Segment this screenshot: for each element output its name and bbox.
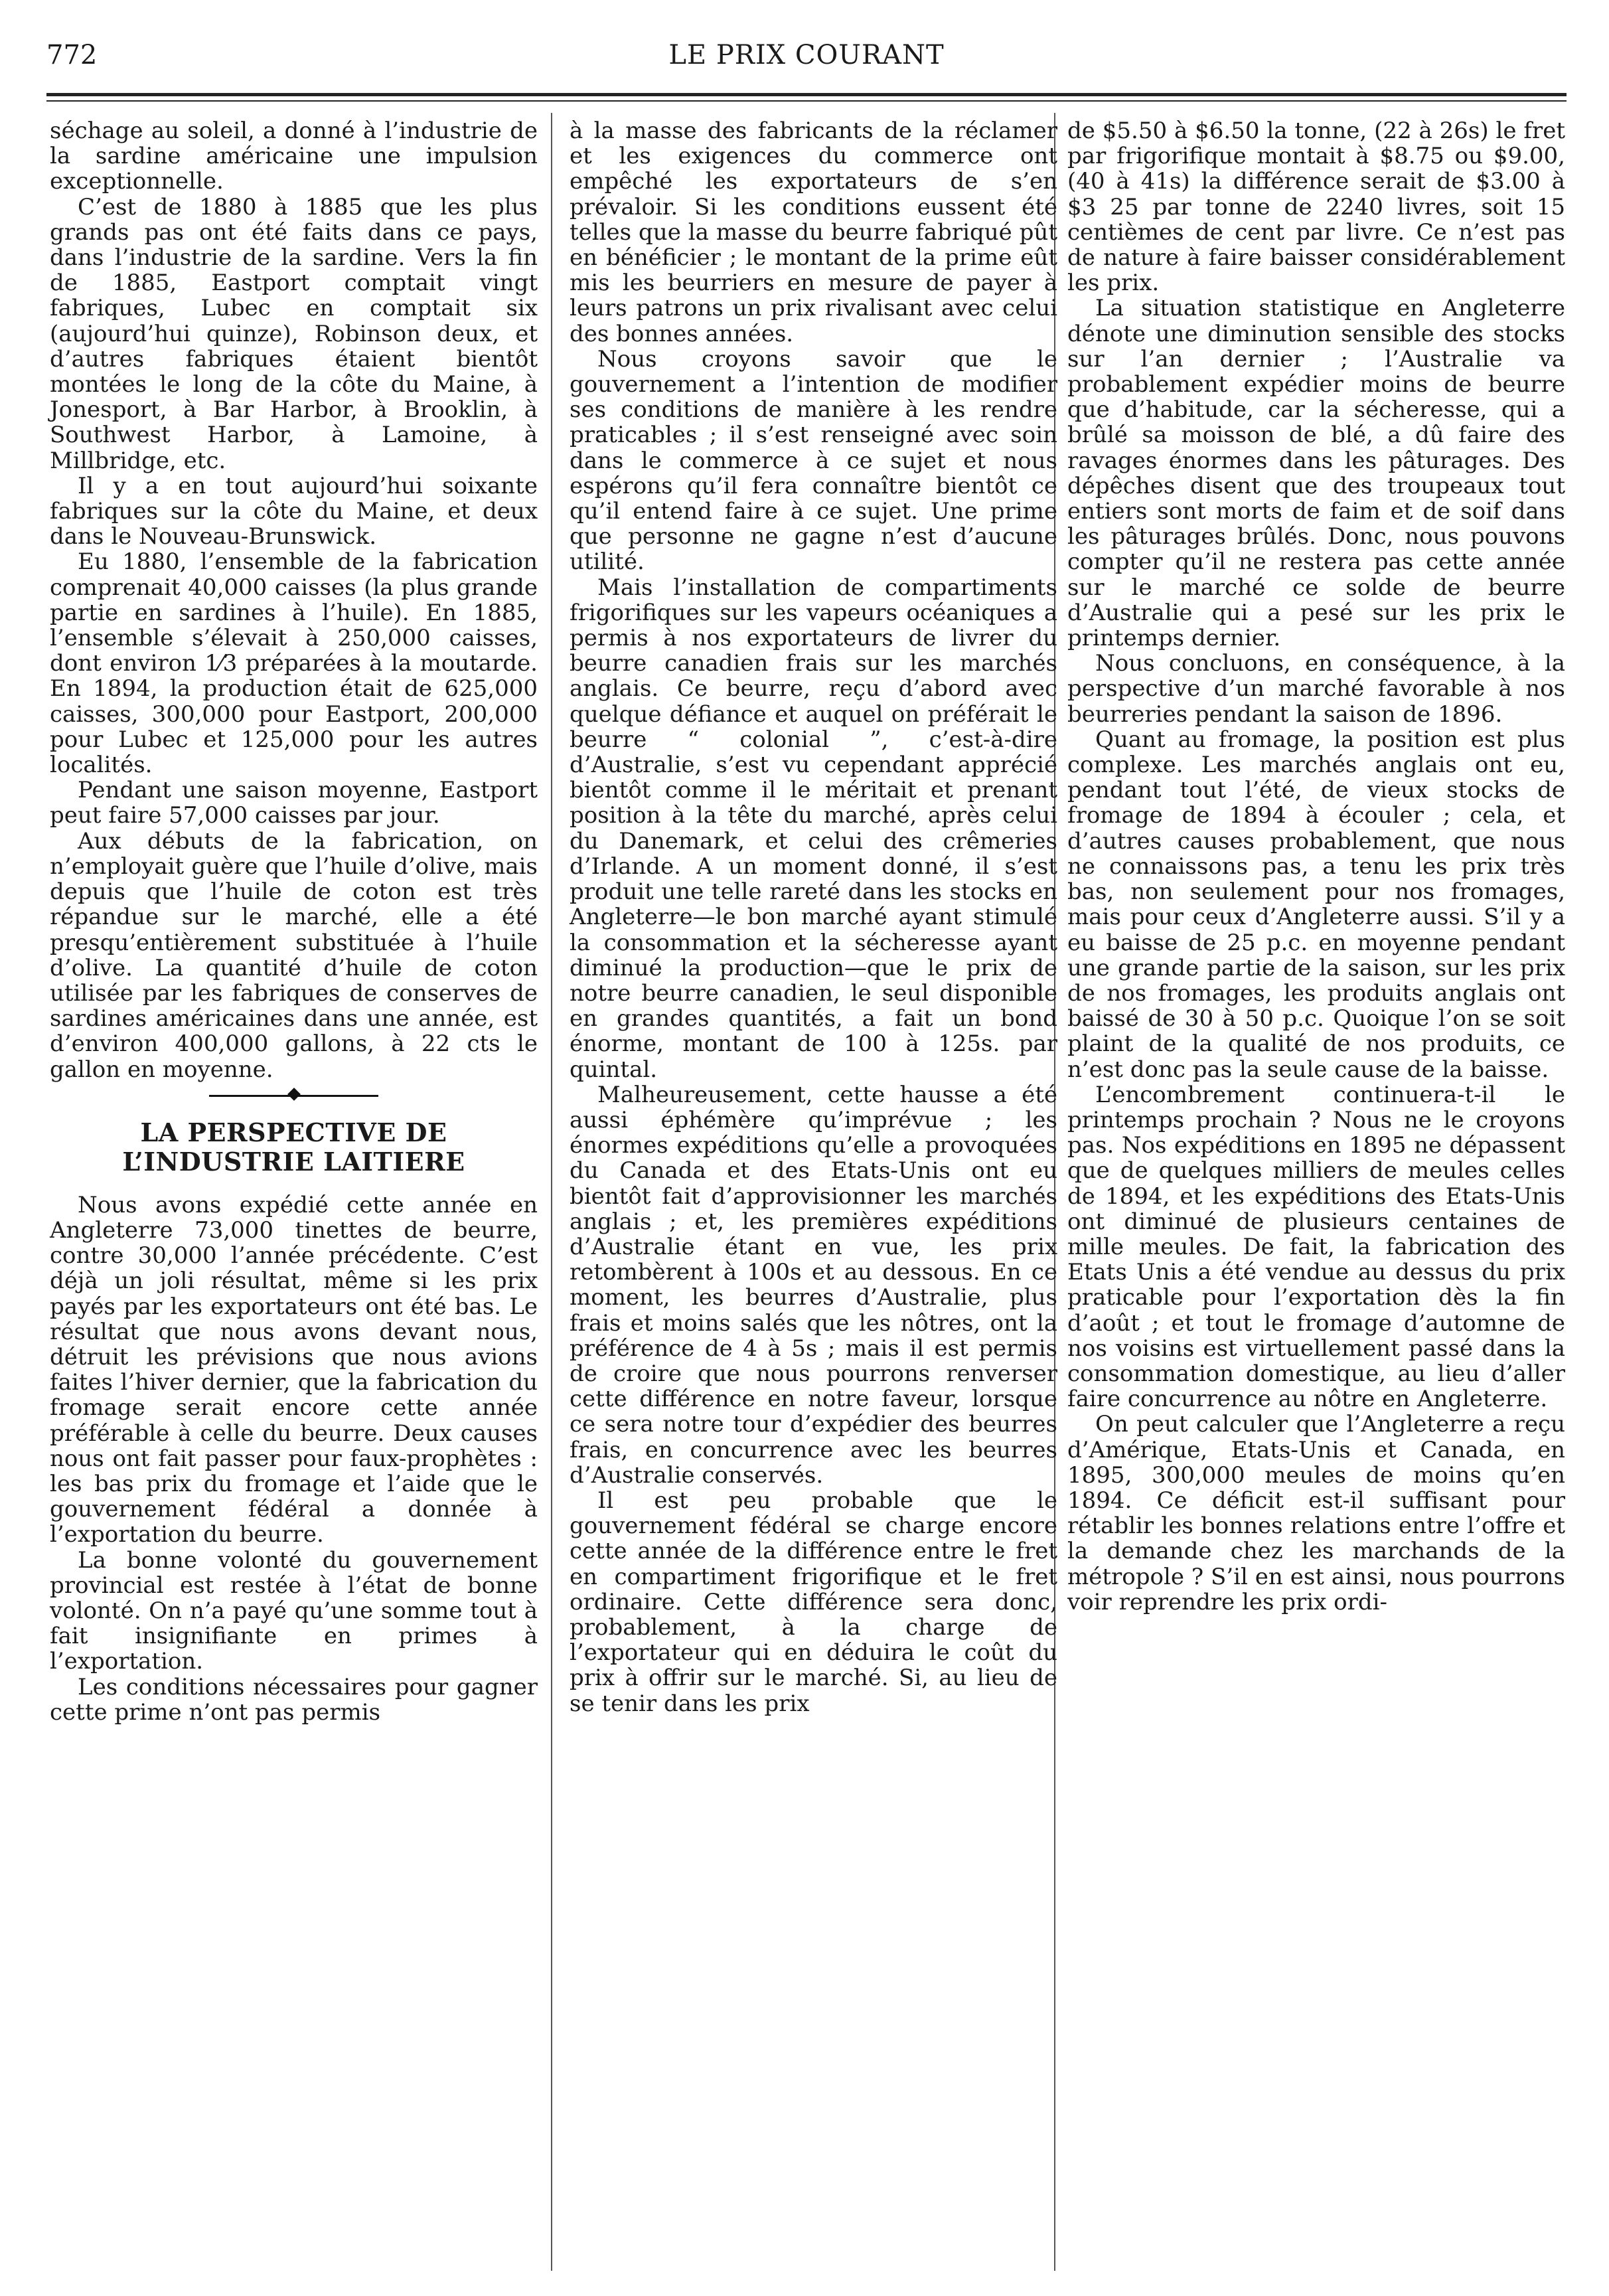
paragraph: On peut calculer que l’Angleterre a reçu d’Amérique, Etats-Unis et Canada, en 1895, 300,000 meules de moins qu’en 1894. Ce déficit est-il suffisant pour rétablir les bonnes relations entre l’offre et la demande chez les marchands de la métropole ? S’il en est ainsi, nous pourrons voir reprendre les prix ordi-	[1067, 1411, 1565, 1615]
paragraph: à la masse des fabricants de la réclamer et les exigences du commerce ont empêché les exportateurs de s’en prévaloir. Si les conditions eussent été telles que la masse du beurre fabriqué pût en bénéficier ; le montant de la prime eût mis les beurriers en mesure de payer à leurs patrons un prix rivalisant avec celui des bonnes années.	[570, 118, 1057, 347]
paragraph: Il y a en tout aujourd’hui soixante fabriques sur la côte du Maine, et deux dans le Nouveau-Brunswick.	[50, 472, 538, 550]
paragraph: Eu 1880, l’ensemble de la fabrication comprenait 40,000 caisses (la plus grande partie en sardines à l’huile). En 1885, l’ensemble s’élevait à 250,000 caisses, dont environ 1⁄3 préparées à la moutarde. En 1894, la production était de 625,000 caisses, 300,000 pour Eastport, 200,000 pour Lubec et 125,000 pour les autres localités.	[50, 548, 538, 779]
paragraph: Mais l’installation de compartiments frigorifiques sur les vapeurs océaniques a permis à nos exportateurs de livrer du beurre canadien frais sur les marchés anglais. Ce beurre, reçu d’abord avec quelque défiance et auquel on préférait le beurre “ colonial ”, c’est-à-dire d’Australie, s’est vu cependant apprécié bientôt comme il le méritait et prenant position à la tête du marché, après celui du Danemark, et celui des crêmeries d’Irlande. A un moment donné, il s’est produit une telle rareté dans les stocks en Angleterre—le bon marché ayant stimulé la consommation et la sécheresse ayant diminué la production—que le prix de notre beurre canadien, le seul disponible en grandes quantités, a fait un bond énorme, montant de 100 à 125s. par quintal.	[570, 574, 1057, 1083]
section-separator	[50, 1082, 538, 1109]
paragraph: Quant au fromage, la position est plus complexe. Les marchés anglais ont eu, pendant tout l’été, de vieux stocks de fromage de 1894 à écouler ; cela, et d’autres causes probablement, que nous ne connaissons pas, a tenu les prix très bas, non seulement pour nos fromages, mais pour ceux d’Angleterre aussi. S’il y a eu baisse de 25 p.c. en moyenne pendant une grande partie de la saison, sur les prix de nos fromages, les produits anglais ont baissé de 30 à 50 p.c. Quoique l’on se soit plaint de la qualité de nos produits, ce n’est donc pas la seule cause de la baisse.	[1067, 726, 1565, 1083]
paragraph: séchage au soleil, a donné à l’industrie de la sardine américaine une impulsion exceptionnelle.	[50, 118, 538, 195]
paragraph: Malheureusement, cette hausse a été aussi éphémère qu’imprévue ; les énormes expéditions qu’elle a provoquées du Canada et des Etats-Unis ont eu bientôt fait d’approvisionner les marchés anglais ; et, les premières expéditions d’Australie étant en vue, les prix retombèrent à 100s et au dessous. En ce moment, les beurres d’Australie, plus frais et moins salés que les nôtres, ont la préférence de 4 à 5s ; mais il est permis de croire que nous pourrons renverser cette différence en notre faveur, lorsque ce sera notre tour d’expédier des beurres frais, en concurrence avec les beurres d’Australie conservés.	[570, 1081, 1057, 1489]
paragraph: Les conditions nécessaires pour gagner cette prime n’ont pas permis	[50, 1673, 538, 1726]
paragraph: Pendant une saison moyenne, Eastport peut faire 57,000 caisses par jour.	[50, 777, 538, 829]
column-2	[570, 118, 1057, 1716]
column-divider-left	[551, 113, 552, 2271]
section-heading: LA PERSPECTIVE DE L’INDUSTRIE LAITIERE	[122, 1117, 465, 1177]
paragraph: Nous concluons, en conséquence, à la perspective d’un marché favorable à nos beurreries pendant la saison de 1896.	[1067, 650, 1565, 728]
paragraph: Il est peu probable que le gouvernement fédéral se charge encore cette année de la différence entre le fret en compartiment frigorifique et le fret ordinaire. Cette différence sera donc, probablement, à la charge de l’exportateur qui en déduira le coût du prix à offrir sur le marché. Si, au lieu de se tenir dans les prix	[570, 1487, 1057, 1717]
paragraph: L’encombrement continuera-t-il le printemps prochain ? Nous ne le croyons pas. Nos expéditions en 1895 ne dépassent que de quelques milliers de meules celles de 1894, et les expéditions des Etats-Unis ont diminué de plusieurs centaines de mille meules. De fait, la fabrication des Etats Unis a été vendue au dessus du prix praticable pour l’exportation dès la fin d’août ; et tout le fromage d’automne de nos voisins est virtuellement passé dans la consommation domestique, au lieu d’aller faire concurrence au nôtre en Angleterre.	[1067, 1081, 1565, 1413]
page-header	[46, 40, 1567, 80]
paragraph: de $5.50 à $6.50 la tonne, (22 à 26s) le fret par frigorifique montait à $8.75 ou $9.00, (40 à 41s) la différence serait de $3.00 à $3 25 par tonne de 2240 livres, soit 15 centièmes de cent par livre. Ce n’est pas de nature à faire baisser considérablement les prix.	[1067, 118, 1565, 297]
page-number: 772	[46, 40, 98, 70]
running-title: LE PRIX COURANT	[668, 40, 945, 70]
paragraph: La bonne volonté du gouvernement provincial est restée à l’état de bonne volonté. On n’a payé qu’une somme tout à fait insignifiante en primes à l’exportation.	[50, 1546, 538, 1675]
diamond-ornament-icon	[287, 1088, 301, 1101]
paragraph: Nous croyons savoir que le gouvernement a l’intention de modifier ses conditions de manière à les rendre praticables ; il s’est renseigné avec soin dans le commerce à ce sujet et nous espérons qu’il fera connaître bientôt ce qu’il entend faire à ce sujet. Une prime que personne ne gagne n’est d’aucune utilité.	[570, 345, 1057, 576]
column-3	[1067, 118, 1565, 1615]
paragraph: C’est de 1880 à 1885 que les plus grands pas ont été faits dans ce pays, dans l’industrie de la sardine. Vers la fin de 1885, Eastport comptait vingt fabriques, Lubec en comptait six (aujourd’hui quinze), Robinson deux, et d’autres fabriques étaient bientôt montées le long de la côte du Maine, à Jonesport, à Bar Harbor, à Brooklin, à Southwest Harbor, à Lamoine, à Millbridge, etc.	[50, 193, 538, 474]
header-rule-thin	[46, 100, 1567, 102]
header-rule-thick	[46, 93, 1567, 96]
column-1	[50, 118, 538, 1725]
paragraph: La situation statistique en Angleterre dénote une diminution sensible des stocks sur l’an dernier ; l’Australie va probablement expédier moins de beurre que d’habitude, car la sécheresse, qui a brûlé sa moisson de blé, a dû faire des ravages énormes dans les pâturages. Des dépêches disent que des troupeaux tout entiers sont morts de faim et de soif dans les pâturages brûlés. Donc, nous pouvons compter qu’il ne restera pas cette année sur le marché ce solde de beurre d’Australie qui a pesé sur les prix le printemps dernier.	[1067, 295, 1565, 652]
paragraph: Nous avons expédié cette année en Angleterre 73,000 tinettes de beurre, contre 30,000 l’année précédente. C’est déjà un joli résultat, même si les prix payés par les exportateurs ont été bas. Le résultat que nous avons devant nous, détruit les prévisions que nous avions faites l’hiver dernier, que la fabrication du fromage serait encore cette année préférable à celle du beurre. Deux causes nous ont fait passer pour faux-prophètes : les bas prix du fromage et l’aide que le gouvernement fédéral a donnée à l’exportation du beurre.	[50, 1191, 538, 1548]
paragraph: Aux débuts de la fabrication, on n’employait guère que l’huile d’olive, mais depuis que l’huile de coton est très répandue sur le marché, elle a été presqu’entièrement substituée à l’huile d’olive. La quantité d’huile de coton utilisée par les fabriques de conserves de sardines américaines dans une année, est d’environ 400,000 gallons, à 22 cts le gallon en moyenne.	[50, 827, 538, 1083]
